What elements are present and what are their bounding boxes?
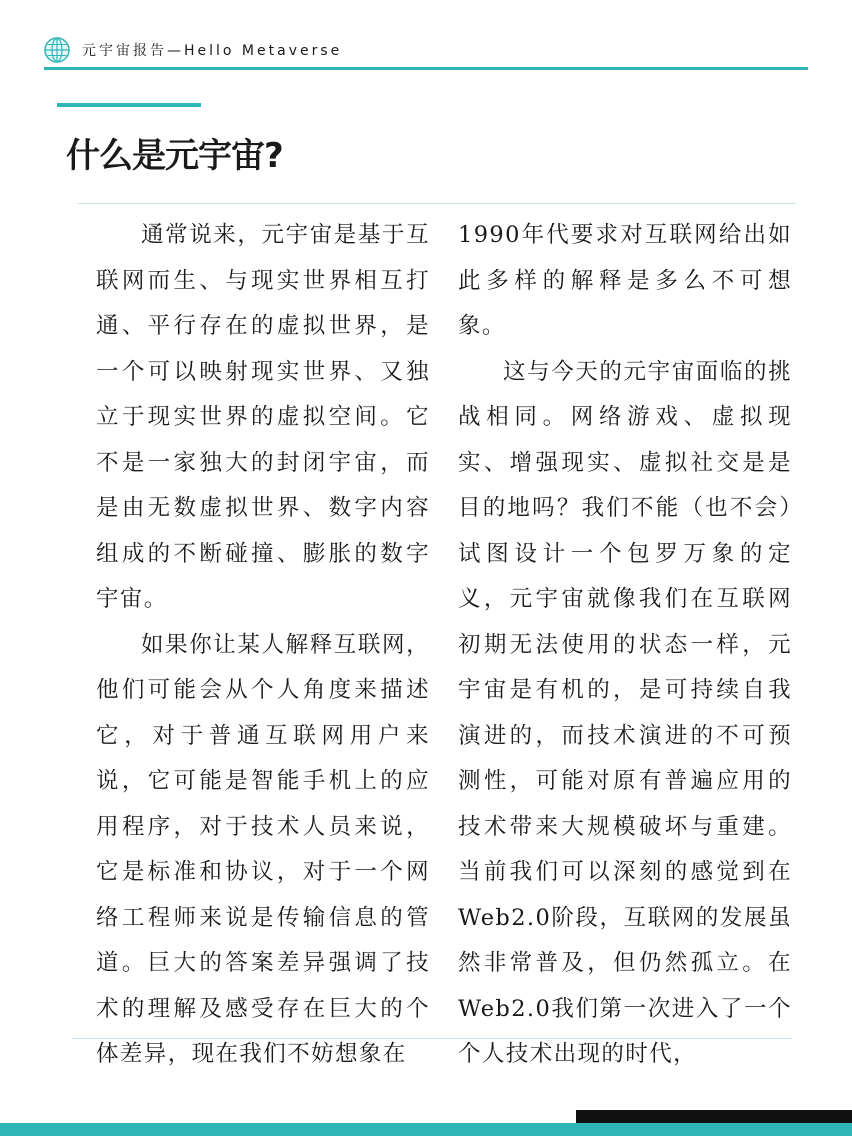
- footer-bar-dark: [576, 1110, 852, 1124]
- paragraph: 这与今天的元宇宙面临的挑战相同。网络游戏、虚拟现实、增强现实、虚拟社交是是目的地吗？我们不能（也不会）试图设计一个包罗万象的定义，元宇宙就像我们在互联网初期无法使用的状态一样，元宇宙是有机的，是可持续自我演进的，而技术演进的不可预测性，可能对原有普遍应用的技术带来大规模破坏与重建。当前我们可以深刻的感觉到在Web2.0阶段，互联网的发展虽然非常普及，但仍然孤立。在Web2.0我们第一次进入了一个个人技术出现的时代，: [458, 358, 792, 1067]
- title-accent-bar: [57, 103, 201, 107]
- content-divider-bottom: [72, 1038, 792, 1039]
- paragraph-continuation: 1990年代要求对互联网给出如此多样的解释是多么不可想象。: [458, 222, 792, 339]
- content-divider-top: [78, 203, 796, 204]
- body-column-right: [458, 213, 792, 1078]
- page-title: 什么是元宇宙?: [66, 136, 283, 176]
- footer-bar: [0, 1123, 852, 1136]
- page-header: [44, 32, 808, 68]
- body-column-left: [96, 213, 430, 1078]
- header-divider: [44, 67, 808, 70]
- globe-icon: [44, 37, 70, 63]
- paragraph: 如果你让某人解释互联网，他们可能会从个人角度来描述它，对于普通互联网用户来说，它可能是智能手机上的应用程序，对于技术人员来说，它是标准和协议，对于一个网络工程师来说是传输信息的管道。巨大的答案差异强调了技术的理解及感受存在巨大的个体差异，现在我们不妨想象在: [96, 631, 430, 1067]
- paragraph: 通常说来，元宇宙是基于互联网而生、与现实世界相互打通、平行存在的虚拟世界，是一个可以映射现实世界、又独立于现实世界的虚拟空间。它不是一家独大的封闭宇宙，而是由无数虚拟世界、数字内容组成的不断碰撞、膨胀的数字宇宙。: [96, 222, 430, 612]
- header-title: 元宇宙报告—Hello Metaverse: [82, 43, 343, 59]
